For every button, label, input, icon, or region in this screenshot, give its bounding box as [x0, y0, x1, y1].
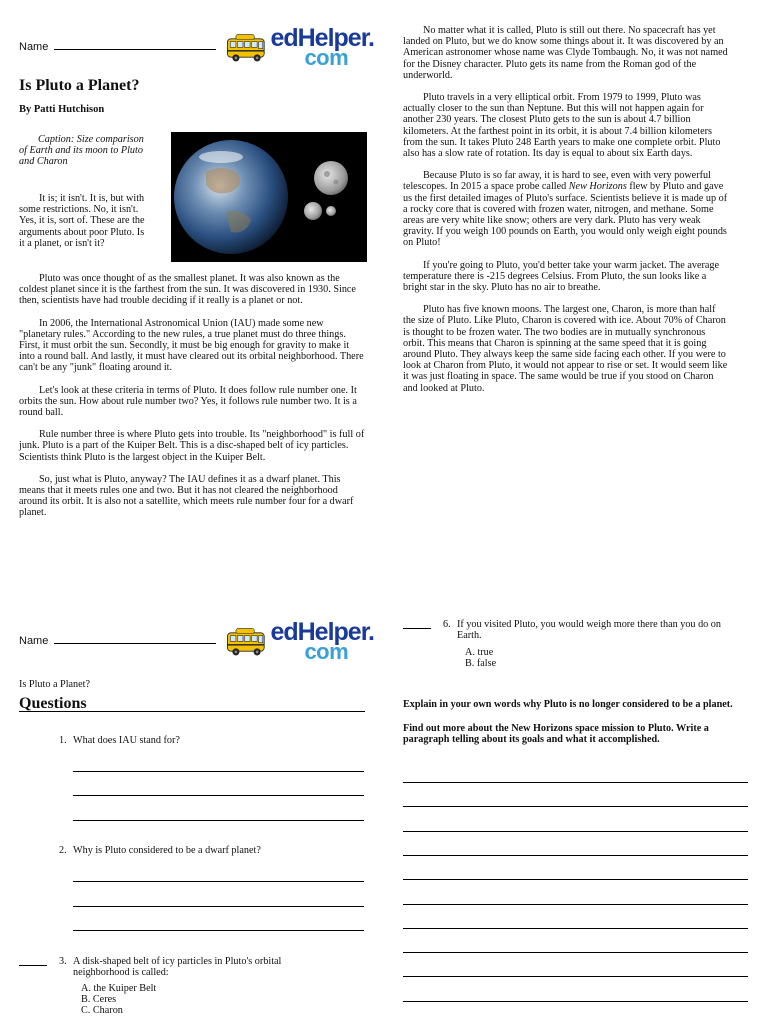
question-3: 3. A disk-shaped belt of icy particles in Pluto's orbital neighborhood is called: [59, 956, 282, 979]
writing-line[interactable] [403, 806, 748, 807]
answer-line[interactable] [73, 795, 364, 796]
article-right-column [403, 25, 728, 405]
writing-line[interactable] [403, 976, 748, 977]
writing-line[interactable] [403, 879, 748, 880]
writing-line[interactable] [403, 855, 748, 856]
explain-prompt: Explain in your own words why Pluto is no longer considered to be a planet. [403, 699, 733, 710]
paragraph: Pluto travels in a very elliptical orbit. From 1979 to 1999, Pluto was actually closer to the sun than Neptune. But this will not happen again for another 230 years. The closest Pluto gets to the sun is about 4.7 billion kilometers. At the farthest point in its orbit, it is about 7.4 billion kilometers from the sun. It takes Pluto 248 Earth years to make one complete orbit. Pluto also has a slow rate of rotation. Its day is equal to about six Earth days. [403, 92, 721, 160]
name-field-top[interactable] [19, 40, 216, 53]
answer-line[interactable] [73, 820, 364, 821]
name-line[interactable] [54, 634, 216, 644]
writing-line[interactable] [403, 952, 748, 953]
writing-line[interactable] [403, 928, 748, 929]
writing-line[interactable] [403, 831, 748, 832]
questions-heading: Questions [19, 698, 365, 712]
q3-options [81, 983, 156, 1016]
question-6: 6. If you visited Pluto, you would weigh more there than you do on Earth. [443, 619, 721, 642]
answer-line[interactable] [73, 771, 364, 772]
paragraph: No matter what it is called, Pluto is still out there. No spacecraft has yet landed on Pluto, but we do know some things about it. It was discovered by an American astronomer whose name was Clyde Tombaugh. No, it was not named for the Disney character. Pluto gets its name from the Roman god of the underworld. [403, 25, 728, 81]
answer-blank-q3[interactable] [19, 965, 47, 966]
option-a[interactable]: A. true [465, 647, 494, 658]
article-title: Is Pluto a Planet? [19, 77, 140, 94]
logo-text-com: com [304, 45, 349, 70]
name-field-bottom[interactable] [19, 634, 216, 647]
paragraph: If you're going to Pluto, you'd better take your warm jacket. The average temperature there is -215 degrees Celsius. From Pluto, the sun looks like a bright star in the sky. Pluto has no air to breathe. [403, 259, 719, 294]
article-left-column [19, 273, 366, 530]
name-line[interactable] [54, 40, 216, 50]
paragraph: Because Pluto is so far away, it is hard to see, even with very powerful telescopes. In 2015 a space probe called New Horizons flew by Pluto and gave us the first detailed images of Pluto's surface. Scientists believe it is made up of a rocky core that is covered with frozen water, nitrogen, and methane. Some areas are very white like snow; others are very dark. Pluto has very weak gravity. If you weigh 100 pounds on Earth, you would only weigh eight pounds on Pluto! [403, 170, 728, 249]
question-1: 1. What does IAU stand for? [59, 735, 180, 746]
logo-text-com: com [304, 639, 349, 664]
paragraph-intro: It is; it isn't. It is, but with some restrictions. No, it isn't. Yes, it is, sort of. These are the arguments about poor Pluto. Is it a planet, or isn't it? [19, 193, 145, 249]
name-label: Name [19, 41, 49, 53]
paragraph: Pluto has five known moons. The largest one, Charon, is more than half the size of Pluto. Like Pluto, Charon is covered with ice. About 70% of Charon is thought to be frozen water. The two bodies are in mutually synchronous orbit. This means that Charon is spinning at the same speed that it is going around Pluto. They always keep the same side facing each other. If you were to look at Charon from Pluto, it would not appear to rise or set. It would seem like it was just floating in space. The same would be true if you stood on Charon and looked at Pluto. [403, 304, 728, 394]
logo-text-ed: edHelper. [270, 24, 374, 52]
edhelper-logo [226, 616, 374, 668]
image-caption: Caption: Size comparison of Earth and its moon to Pluto and Charon [19, 134, 144, 168]
questions-subtitle: Is Pluto a Planet? [19, 679, 91, 690]
option-b[interactable]: B. Ceres [81, 994, 117, 1005]
answer-blank-q6[interactable] [403, 628, 431, 629]
name-label: Name [19, 635, 49, 647]
school-bus-icon [226, 619, 268, 665]
edhelper-logo [226, 22, 374, 74]
find-out-prompt: Find out more about the New Horizons space mission to Pluto. Write a paragraph telling about its goals and what it accomplished. [403, 723, 709, 746]
option-a[interactable]: A. the Kuiper Belt [81, 983, 157, 994]
question-2: 2. Why is Pluto considered to be a dwarf planet? [59, 845, 261, 856]
option-b[interactable]: B. false [465, 658, 497, 669]
article-byline: By Patti Hutchison [19, 104, 105, 115]
logo-text-ed: edHelper. [270, 618, 374, 646]
writing-line[interactable] [403, 782, 748, 783]
paragraph: In 2006, the International Astronomical Union (IAU) made some new "planetary rules." According to the new rules, a true planet must do three things. First, it must orbit the sun. Secondly, it must be big enough for gravity to make it into a round ball. And lastly, it must have cleared out its orbital neighborhood. There can't be any "junk" floating around it. [19, 317, 364, 374]
planet-comparison-image [171, 132, 367, 262]
paragraph: So, just what is Pluto, anyway? The IAU defines it as a dwarf planet. This means that it meets rules one and two. But it has not cleared the neighborhood around its orbit. It is also not a satellite, which meets rule number four for a dwarf planet. [19, 473, 354, 519]
paragraph: Rule number three is where Pluto gets into trouble. Its "neighborhood" is full of junk. Pluto is a part of the Kuiper Belt. This is a disc-shaped belt of icy particles. Scientists think Pluto is the largest object in the Kuiper Belt. [19, 429, 365, 463]
answer-line[interactable] [73, 930, 364, 931]
q6-options [465, 647, 496, 669]
answer-line[interactable] [73, 881, 364, 882]
option-c[interactable]: C. Charon [81, 1005, 123, 1016]
paragraph: Pluto was once thought of as the smallest planet. It was also known as the coldest planet since it is the farthest from the sun. It was discovered in 1930. Since then, scientists have had trouble deciding if it really is a planet or not. [19, 273, 356, 307]
paragraph: Let's look at these criteria in terms of Pluto. It does follow rule number one. It orbits the sun. How about rule number two? Yes, it follows rule number two. It is a round ball. [19, 384, 357, 419]
writing-line[interactable] [403, 904, 748, 905]
school-bus-icon [226, 25, 268, 71]
answer-line[interactable] [73, 906, 364, 907]
writing-line[interactable] [403, 1001, 748, 1002]
